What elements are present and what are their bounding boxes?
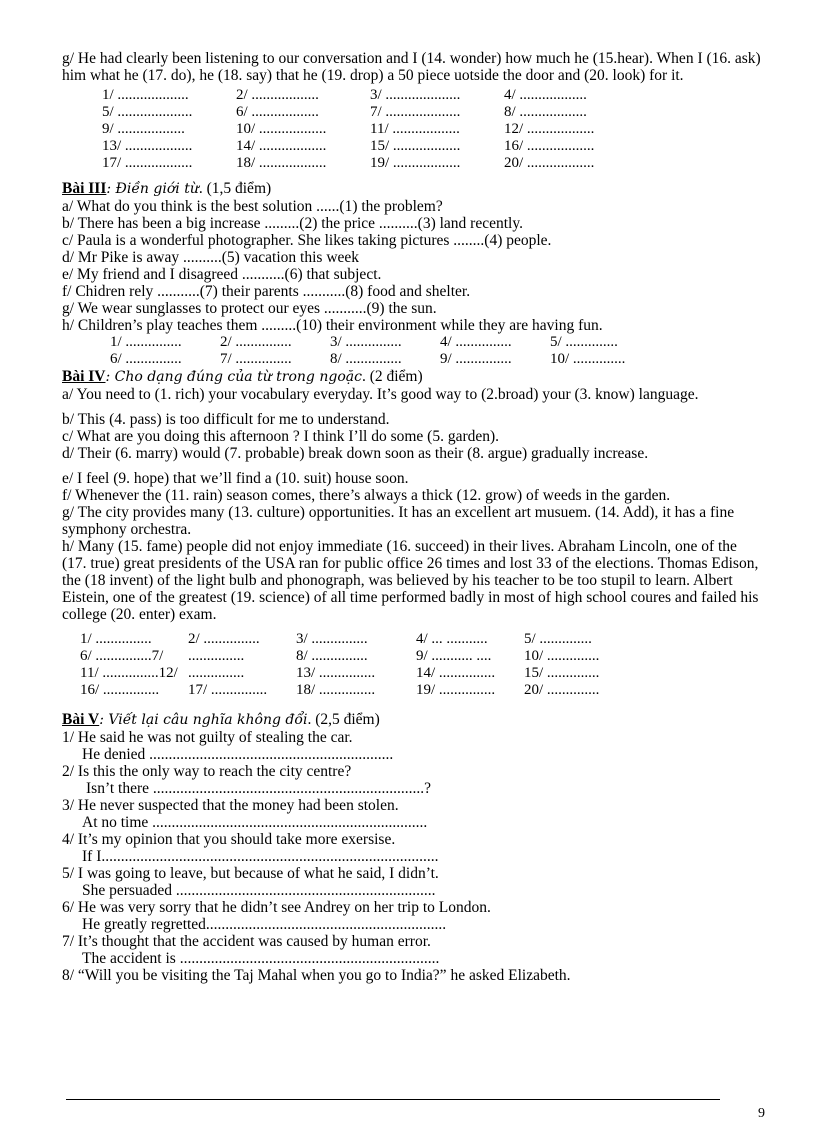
exercise-iii-item: g/ We wear sunglasses to protect our eyes ...........(9) the sun. [62, 300, 437, 317]
answer-blank[interactable]: 1/ ................... [102, 87, 189, 103]
exercise-iii-item: c/ Paula is a wonderful photographer. She likes taking pictures ........(4) people. [62, 232, 552, 249]
exercise-iii-item: f/ Chidren rely ...........(7) their parents ...........(8) food and shelter. [62, 283, 471, 300]
rewrite-question: 4/ It’s my opinion that you should take more exersise. [62, 831, 396, 848]
answer-blank[interactable]: 4/ .................. [504, 87, 587, 103]
answer-blank[interactable]: 17/ ............... [188, 682, 268, 698]
rewrite-answer-line[interactable]: Isn’t there ......................................................................? [86, 780, 431, 797]
answer-blank[interactable]: 9/ .................. [102, 121, 185, 137]
exercise-iii-heading [62, 180, 762, 198]
answer-blank[interactable]: 9/ ........... .... [416, 648, 492, 664]
exercise-iii-instruction: : Điền giới từ [106, 181, 199, 197]
answer-grid-iv [80, 631, 762, 699]
exercise-iv-points: . (2 điểm) [361, 368, 423, 385]
answer-grid-ii [102, 87, 762, 172]
exercise-iv-paragraph: f/ Whenever the (11. rain) season comes, there’s always a thick (12. grow) of weeds in the garden. [62, 487, 671, 504]
answer-blank[interactable]: 17/ .................. [102, 155, 193, 171]
answer-blank[interactable]: 4/ ... ........... [416, 631, 488, 647]
answer-blank[interactable]: 10/ .............. [550, 351, 626, 367]
answer-blank[interactable]: 5/ .................... [102, 104, 193, 120]
rewrite-question: 1/ He said he was not guilty of stealing the car. [62, 729, 353, 746]
answer-blank[interactable]: 13/ ............... [296, 665, 376, 681]
answer-blank[interactable]: 7/ ............... [220, 351, 292, 367]
page-number: 9 [758, 1106, 765, 1121]
rewrite-question: 2/ Is this the only way to reach the city centre? [62, 763, 352, 780]
exercise-iv-title: Bài IV [62, 368, 106, 385]
exercise-iii-item: a/ What do you think is the best solution ......(1) the problem? [62, 198, 443, 215]
answer-blank[interactable]: 20/ .............. [524, 682, 600, 698]
rewrite-answer-line[interactable]: He greatly regretted.............................................................. [82, 916, 447, 933]
answer-blank[interactable]: 15/ .................. [370, 138, 461, 154]
answer-grid-iii [110, 334, 762, 368]
answer-blank[interactable]: 19/ .................. [370, 155, 461, 171]
answer-blank[interactable]: 3/ .................... [370, 87, 461, 103]
exercise-iv-paragraph: c/ What are you doing this afternoon ? I think I’ll do some (5. garden). [62, 428, 500, 445]
answer-blank[interactable]: 13/ .................. [102, 138, 193, 154]
answer-blank[interactable]: 16/ ............... [80, 682, 160, 698]
exercise-iv-instruction: : Cho dạng đúng của từ trong ngoặc [105, 369, 362, 385]
answer-blank[interactable]: 10/ .................. [236, 121, 327, 137]
answer-blank[interactable]: 4/ ............... [440, 334, 512, 350]
answer-blank[interactable]: 9/ ............... [440, 351, 512, 367]
answer-blank[interactable]: 1/ ............... [80, 631, 152, 647]
exercise-iii-item: d/ Mr Pike is away ..........(5) vacation this week [62, 249, 360, 266]
answer-blank[interactable]: 18/ .................. [236, 155, 327, 171]
rewrite-question: 8/ “Will you be visiting the Taj Mahal when you go to India?” he asked Elizabeth. [62, 967, 571, 984]
answer-blank[interactable]: 10/ .............. [524, 648, 600, 664]
rewrite-answer-line[interactable]: The accident is ................................................................... [82, 950, 440, 967]
answer-blank[interactable]: 8/ ............... [296, 648, 368, 664]
worksheet-page [62, 50, 762, 984]
answer-blank[interactable]: 16/ .................. [504, 138, 595, 154]
exercise-iii-item: e/ My friend and I disagreed ...........(6) that subject. [62, 266, 382, 283]
answer-blank[interactable]: 5/ .............. [524, 631, 592, 647]
exercise-v-instruction: : Viết lại câu nghĩa không đổi [99, 712, 308, 728]
answer-blank[interactable]: 6/ .................. [236, 104, 319, 120]
answer-blank[interactable]: 12/ .................. [504, 121, 595, 137]
answer-blank[interactable]: 2/ ............... [188, 631, 260, 647]
exercise-iii-points: . (1,5 điểm) [198, 180, 272, 197]
exercise-iv-paragraph: a/ You need to (1. rich) your vocabulary everyday. It’s good way to (2.broad) your (3. know) language. [62, 386, 699, 403]
exercise-iii-item: h/ Children’s play teaches them .........(10) their environment while they are having fun. [62, 317, 603, 334]
answer-blank[interactable]: 8/ ............... [330, 351, 402, 367]
answer-blank[interactable]: ............... [188, 665, 245, 681]
answer-blank[interactable]: 2/ ............... [220, 334, 292, 350]
rewrite-answer-line[interactable]: He denied ............................................................... [82, 746, 394, 763]
exercise-ii-item-g: g/ He had clearly been listening to our conversation and I (14. wonder) how much he (15.hear). When I (16. ask) him what he (17. do), he (18. say) that he (19. drop) a 50 piece uotside the door and (20. look) for it. [62, 50, 761, 84]
answer-blank[interactable]: 6/ ............... [110, 351, 182, 367]
answer-blank[interactable]: 18/ ............... [296, 682, 376, 698]
exercise-iii-title: Bài III [62, 180, 107, 197]
exercise-iv-paragraph: h/ Many (15. fame) people did not enjoy immediate (16. succeed) in their lives. Abraham Lincoln, one of the (17. true) great presidents of the USA ran for public office 26 times and lost 33 of the elections. Thomas Edison, the (18 invent) of the light bulb and phonograph, was believed by his teacher to be too stupil to learn. Albert Eistein, one of the greatest (19. science) of all time performed badly in most of high school coures and failed his college (20. enter) exam. [62, 538, 759, 623]
rewrite-question: 5/ I was going to leave, but because of what he said, I didn’t. [62, 865, 439, 882]
answer-blank[interactable]: 3/ ............... [296, 631, 368, 647]
rewrite-question: 7/ It’s thought that the accident was caused by human error. [62, 933, 431, 950]
rewrite-answer-line[interactable]: She persuaded ................................................................... [82, 882, 436, 899]
exercise-v-heading [62, 711, 762, 729]
answer-blank[interactable]: 14/ ............... [416, 665, 496, 681]
answer-blank[interactable]: 19/ ............... [416, 682, 496, 698]
answer-blank[interactable]: 20/ .................. [504, 155, 595, 171]
rewrite-answer-line[interactable]: At no time ....................................................................... [82, 814, 428, 831]
answer-blank[interactable]: 3/ ............... [330, 334, 402, 350]
answer-blank[interactable]: 5/ .............. [550, 334, 618, 350]
exercise-iv-heading [62, 368, 762, 386]
answer-blank[interactable]: 6/ ...............7/ [80, 648, 164, 664]
footer-divider [66, 1099, 720, 1100]
answer-blank[interactable]: 14/ .................. [236, 138, 327, 154]
rewrite-question: 6/ He was very sorry that he didn’t see Andrey on her trip to London. [62, 899, 491, 916]
answer-blank[interactable]: 11/ ...............12/ [80, 665, 178, 681]
exercise-iv-paragraph: b/ This (4. pass) is too difficult for me to understand. [62, 411, 390, 428]
rewrite-question: 3/ He never suspected that the money had been stolen. [62, 797, 399, 814]
answer-blank[interactable]: 2/ .................. [236, 87, 319, 103]
exercise-iii-item: b/ There has been a big increase .........(2) the price ..........(3) land recently. [62, 215, 523, 232]
exercise-iv-paragraph: e/ I feel (9. hope) that we’ll find a (10. suit) house soon. [62, 470, 409, 487]
answer-blank[interactable]: 11/ .................. [370, 121, 460, 137]
answer-blank[interactable]: 8/ .................. [504, 104, 587, 120]
rewrite-answer-line[interactable]: If I....................................................................................... [82, 848, 439, 865]
answer-blank[interactable]: 7/ .................... [370, 104, 461, 120]
exercise-v-points: . (2,5 điểm) [307, 711, 380, 728]
exercise-iv-paragraph: g/ The city provides many (13. culture) opportunities. It has an excellent art musuem. (14. Add), it has a fine symphony orchestra. [62, 504, 735, 538]
answer-blank[interactable]: ............... [188, 648, 245, 664]
answer-blank[interactable]: 1/ ............... [110, 334, 182, 350]
exercise-v-title: Bài V [62, 711, 100, 728]
exercise-iv-paragraph: d/ Their (6. marry) would (7. probable) break down soon as their (8. argue) gradually increase. [62, 445, 649, 462]
answer-blank[interactable]: 15/ .............. [524, 665, 600, 681]
